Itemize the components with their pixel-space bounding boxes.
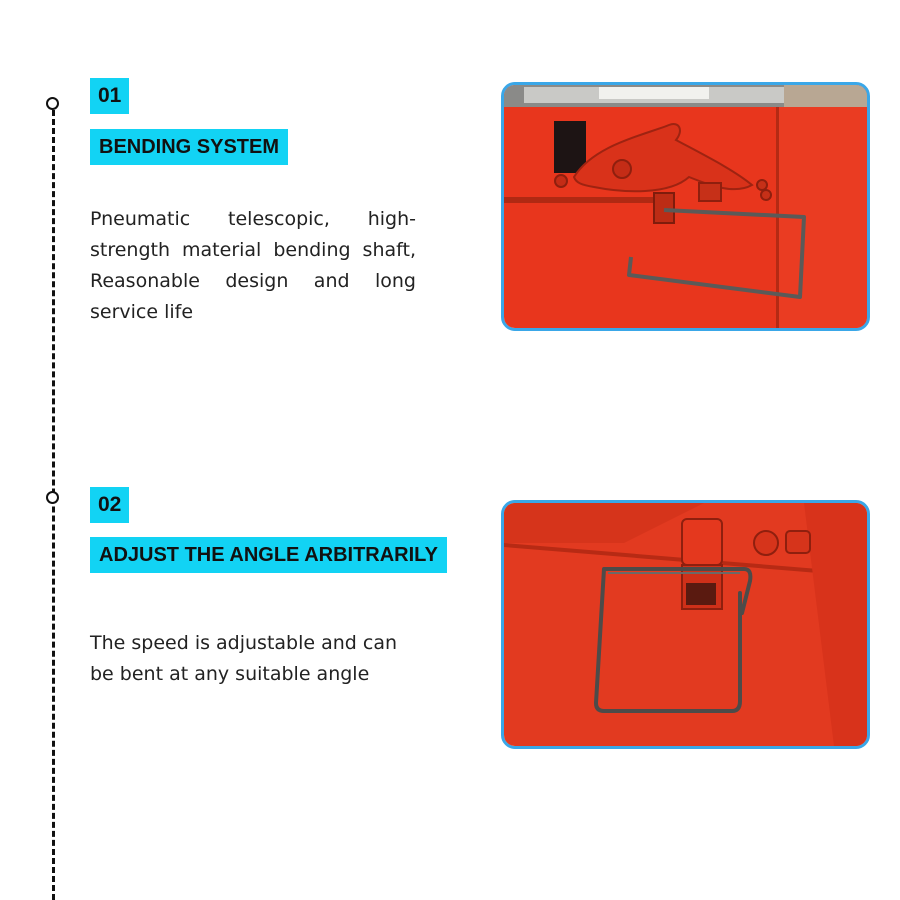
feature-title: BENDING SYSTEM <box>90 129 288 165</box>
timeline-line <box>52 110 55 900</box>
angle-adjust-photo <box>501 500 870 749</box>
feature-number: 01 <box>90 78 129 114</box>
timeline-dot-2 <box>46 491 59 504</box>
feature-description: Pneumatic telescopic, high-strength material bending shaft, Reasonable design and long service life <box>90 208 416 323</box>
feature-description: The speed is adjustable and can be bent at any suitable angle <box>90 632 398 685</box>
feature-number: 02 <box>90 487 129 523</box>
feature-title: ADJUST THE ANGLE ARBITRARILY <box>90 537 447 573</box>
timeline-dot-1 <box>46 97 59 110</box>
bending-system-photo <box>501 82 870 331</box>
